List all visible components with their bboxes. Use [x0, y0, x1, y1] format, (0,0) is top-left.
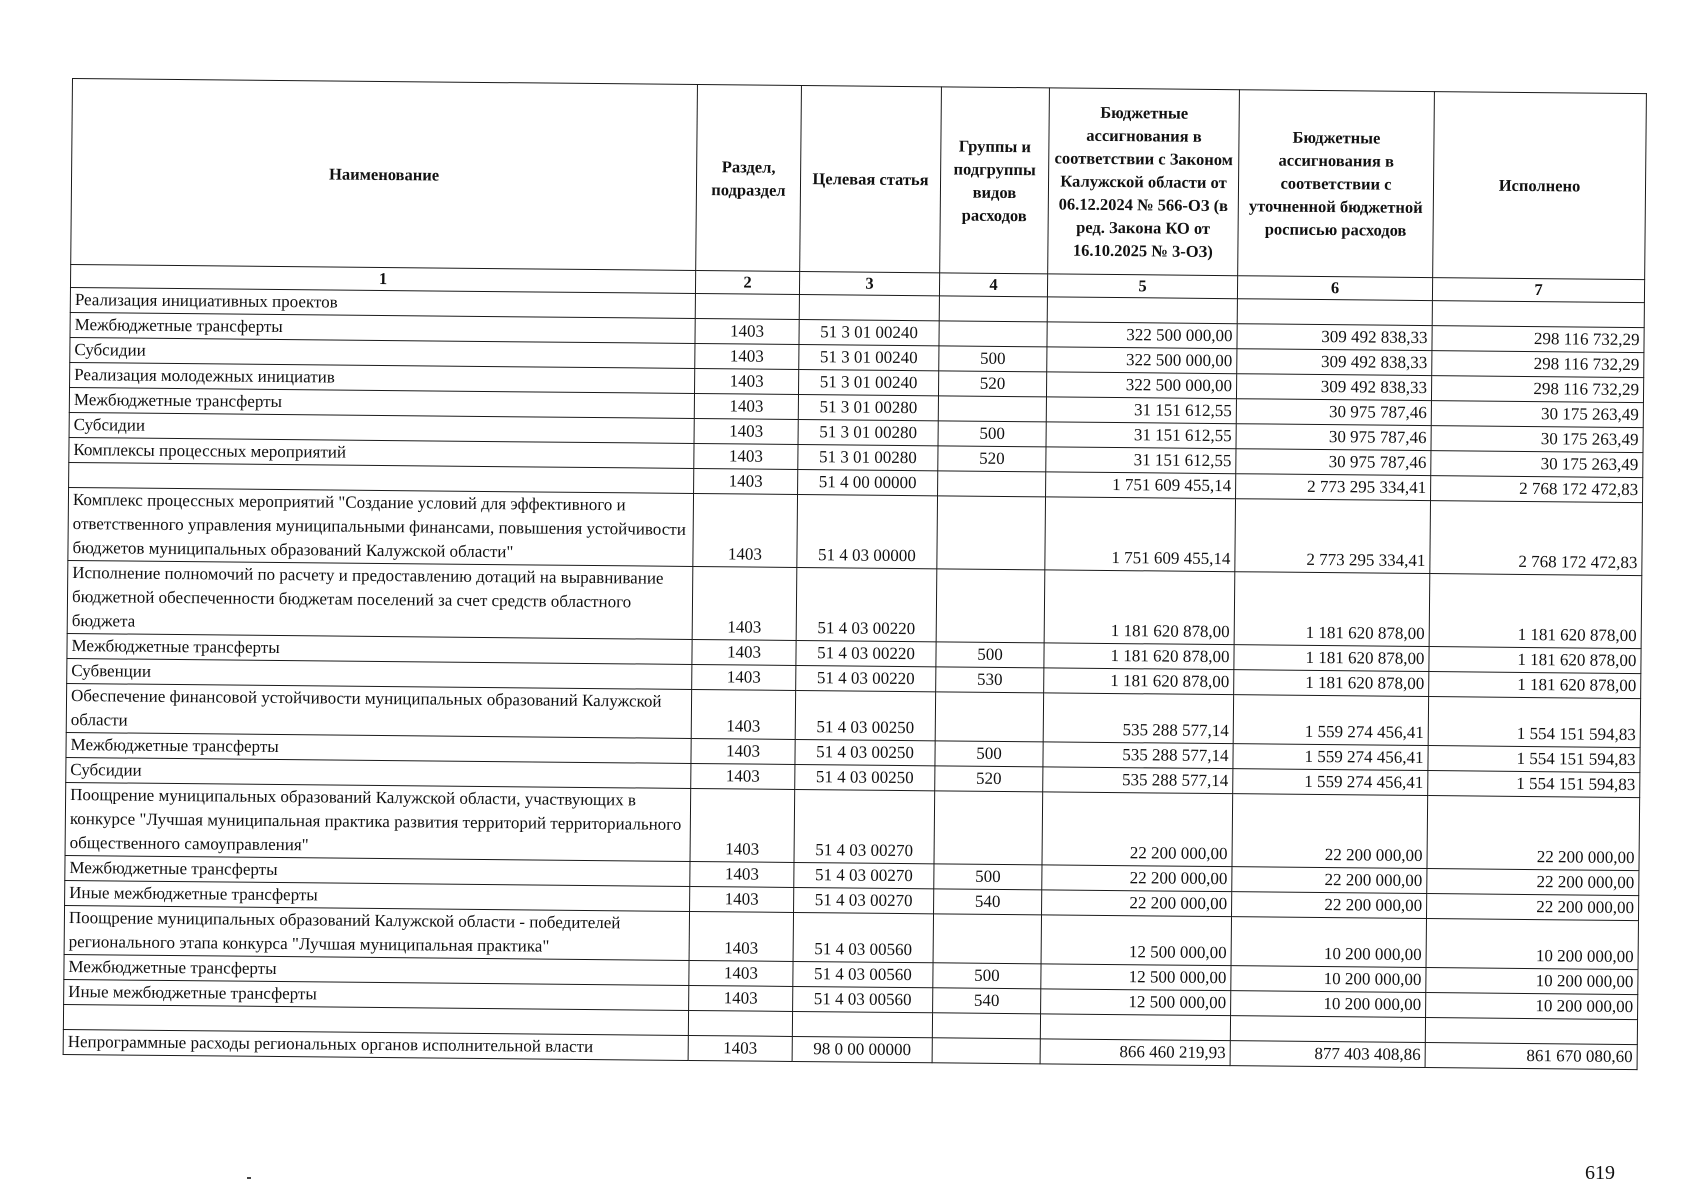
row-law-amount: 1 751 609 455,14: [1045, 497, 1236, 572]
row-section: 1403: [695, 368, 799, 394]
row-name: Межбюджетные трансферты: [66, 732, 691, 763]
header-executed: Исполнено: [1433, 92, 1647, 280]
row-refined-amount: 309 492 838,33: [1237, 349, 1432, 376]
row-refined-amount: [1237, 299, 1432, 326]
row-refined-amount: 30 975 787,46: [1236, 449, 1431, 476]
row-refined-amount: 30 975 787,46: [1236, 399, 1431, 426]
row-name: Субсидии: [66, 757, 691, 788]
row-refined-amount: 10 200 000,00: [1231, 991, 1426, 1018]
row-law-amount: 535 288 577,14: [1043, 742, 1233, 769]
row-group: [934, 791, 1043, 865]
row-section: 1403: [690, 788, 795, 862]
header-article: Целевая статья: [800, 86, 942, 273]
row-section: 1403: [692, 639, 796, 665]
row-article: 51 4 03 00270: [794, 887, 934, 913]
row-refined-amount: 10 200 000,00: [1231, 966, 1426, 993]
row-law-amount: 322 500 000,00: [1047, 347, 1237, 374]
row-article: 51 3 01 00240: [798, 369, 938, 395]
row-executed-amount: 30 175 263,49: [1431, 426, 1643, 453]
row-law-amount: 322 500 000,00: [1047, 322, 1237, 349]
row-executed-amount: [1432, 301, 1644, 328]
row-name: Комплекс процессных мероприятий "Создание условий для эффективного и ответственного управления муниципальными финансами, повышения устойчивости бюджетов муниципальных образований Калужской области": [68, 487, 694, 566]
row-section: 1403: [690, 861, 794, 887]
row-section: 1403: [694, 418, 798, 444]
row-executed-amount: 1 181 620 878,00: [1429, 647, 1641, 674]
row-section: [688, 1010, 792, 1036]
row-refined-amount: 877 403 408,86: [1230, 1041, 1425, 1068]
row-name: Поощрение муниципальных образований Калужской области - победителей регионального этапа конкурса "Лучшая муниципальная практика": [64, 905, 689, 960]
row-executed-amount: 22 200 000,00: [1427, 796, 1640, 871]
row-executed-amount: 298 116 732,29: [1431, 376, 1643, 403]
row-executed-amount: 30 175 263,49: [1431, 401, 1643, 428]
row-executed-amount: 298 116 732,29: [1432, 351, 1644, 378]
row-executed-amount: 10 200 000,00: [1426, 919, 1638, 970]
row-group: 500: [934, 864, 1042, 890]
row-executed-amount: 1 181 620 878,00: [1429, 574, 1642, 649]
row-refined-amount: 2 773 295 334,41: [1236, 474, 1431, 501]
row-law-amount: 12 500 000,00: [1041, 915, 1231, 966]
row-name: Комплексы процессных мероприятий: [69, 437, 694, 468]
row-law-amount: 322 500 000,00: [1046, 372, 1236, 399]
row-executed-amount: [1425, 1018, 1637, 1045]
budget-table: [63, 78, 1647, 1070]
row-article: 51 4 03 00220: [796, 640, 936, 666]
row-group: [938, 396, 1046, 422]
row-refined-amount: 1 559 274 456,41: [1233, 744, 1428, 771]
row-law-amount: 1 181 620 878,00: [1044, 643, 1234, 670]
row-article: 51 3 01 00280: [798, 394, 938, 420]
row-article: 98 0 00 00000: [792, 1036, 932, 1062]
column-number: 4: [939, 273, 1047, 297]
row-executed-amount: 298 116 732,29: [1432, 326, 1644, 353]
row-executed-amount: 2 768 172 472,83: [1430, 501, 1643, 576]
row-refined-amount: 1 181 620 878,00: [1234, 670, 1429, 697]
row-law-amount: [1040, 1014, 1230, 1041]
row-section: 1403: [694, 393, 798, 419]
row-law-amount: 1 181 620 878,00: [1044, 570, 1235, 645]
row-article: 51 3 01 00240: [799, 319, 939, 345]
row-law-amount: 535 288 577,14: [1043, 767, 1233, 794]
row-group: 500: [938, 421, 1046, 447]
row-executed-amount: 10 200 000,00: [1426, 968, 1638, 995]
row-executed-amount: 861 670 080,60: [1425, 1043, 1637, 1070]
row-name: Поощрение муниципальных образований Калужской области, участвующих в конкурсе "Лучшая муниципальная практика развития территорий территориального общественного самоуправления": [65, 782, 691, 861]
row-refined-amount: 1 559 274 456,41: [1233, 769, 1428, 796]
column-number: 5: [1047, 274, 1237, 299]
header-name: Наименование: [71, 79, 698, 271]
row-article: 51 4 00 00000: [798, 469, 938, 495]
row-name: Межбюджетные трансферты: [65, 855, 690, 886]
row-law-amount: 1 181 620 878,00: [1044, 668, 1234, 695]
row-article: 51 4 03 00000: [797, 494, 938, 568]
row-section: 1403: [695, 318, 799, 344]
row-name: Непрограммные расходы региональных органов исполнительной власти: [63, 1029, 688, 1060]
row-article: 51 3 01 00240: [799, 344, 939, 370]
row-group: [932, 1013, 1040, 1039]
row-refined-amount: 22 200 000,00: [1232, 867, 1427, 894]
header-section: Раздел, подраздел: [696, 85, 802, 272]
row-refined-amount: 1 181 620 878,00: [1234, 645, 1429, 672]
row-section: 1403: [693, 493, 798, 567]
row-name: Межбюджетные трансферты: [64, 954, 689, 985]
page-number: 619: [1585, 1162, 1615, 1184]
row-refined-amount: 10 200 000,00: [1231, 917, 1426, 968]
row-section: 1403: [695, 343, 799, 369]
row-group: 520: [935, 766, 1043, 792]
row-section: 1403: [692, 664, 796, 690]
column-number: 2: [695, 270, 799, 294]
row-name: Субсидии: [69, 412, 694, 443]
row-law-amount: [1047, 297, 1237, 324]
row-refined-amount: 2 773 295 334,41: [1235, 499, 1431, 574]
row-group: 500: [936, 642, 1044, 668]
row-name: Субсидии: [70, 337, 695, 368]
row-law-amount: 1 751 609 455,14: [1046, 472, 1236, 499]
row-refined-amount: 22 200 000,00: [1232, 892, 1427, 919]
row-group: [936, 569, 1045, 643]
row-article: 51 4 03 00250: [795, 764, 935, 790]
row-group: 530: [936, 667, 1044, 693]
row-group: 520: [938, 371, 1046, 397]
row-group: 500: [933, 963, 1041, 989]
row-name: Иные межбюджетные трансферты: [65, 880, 690, 911]
row-law-amount: 535 288 577,14: [1043, 693, 1233, 744]
row-refined-amount: 1 181 620 878,00: [1234, 572, 1430, 647]
row-article: 51 4 03 00250: [795, 739, 935, 765]
row-article: [792, 1011, 932, 1037]
row-name: Иные межбюджетные трансферты: [64, 979, 689, 1010]
row-article: 51 4 03 00250: [795, 690, 935, 740]
row-section: 1403: [694, 468, 798, 494]
row-executed-amount: 1 554 151 594,83: [1428, 746, 1640, 773]
row-section: 1403: [690, 886, 794, 912]
column-number: 6: [1237, 276, 1432, 301]
column-number: 1: [70, 264, 695, 293]
row-law-amount: 12 500 000,00: [1041, 989, 1231, 1016]
row-name: Межбюджетные трансферты: [67, 633, 692, 664]
row-executed-amount: 2 768 172 472,83: [1431, 476, 1643, 503]
row-section: 1403: [691, 689, 795, 739]
row-section: 1403: [694, 443, 798, 469]
row-group: [937, 496, 1046, 570]
row-section: 1403: [689, 985, 793, 1011]
header-group: Группы и подгруппы видов расходов: [940, 87, 1050, 274]
row-executed-amount: 30 175 263,49: [1431, 451, 1643, 478]
budget-table-sheet: [63, 78, 1647, 1070]
row-refined-amount: 309 492 838,33: [1236, 374, 1431, 401]
row-executed-amount: 1 554 151 594,83: [1428, 771, 1640, 798]
row-section: 1403: [692, 566, 797, 640]
row-section: 1403: [691, 763, 795, 789]
row-name: Межбюджетные трансферты: [69, 387, 694, 418]
row-refined-amount: 22 200 000,00: [1232, 794, 1428, 869]
row-name: Обеспечение финансовой устойчивости муниципальных образований Калужской области: [66, 683, 691, 738]
row-executed-amount: 1 554 151 594,83: [1428, 697, 1640, 748]
column-number: 3: [799, 271, 939, 295]
table-body: [63, 287, 1644, 1069]
row-group: [938, 471, 1046, 497]
row-article: 51 4 03 00220: [796, 567, 937, 641]
row-executed-amount: 22 200 000,00: [1427, 869, 1639, 896]
row-group: [935, 692, 1043, 742]
row-name: Исполнение полномочий по расчету и предоставлению дотаций на выравнивание бюджетной обеспеченности бюджетам поселений за счет средств областного бюджета: [67, 560, 693, 639]
row-group: 500: [939, 346, 1047, 372]
row-name: Межбюджетные трансферты: [70, 312, 695, 343]
row-section: 1403: [689, 911, 793, 961]
row-section: 1403: [691, 738, 795, 764]
row-section: [695, 293, 799, 319]
row-refined-amount: 30 975 787,46: [1236, 424, 1431, 451]
row-refined-amount: [1230, 1016, 1425, 1043]
row-law-amount: 22 200 000,00: [1042, 792, 1233, 867]
row-law-amount: 31 151 612,55: [1046, 447, 1236, 474]
row-article: 51 3 01 00280: [798, 419, 938, 445]
row-law-amount: 31 151 612,55: [1046, 397, 1236, 424]
row-law-amount: 866 460 219,93: [1040, 1039, 1230, 1066]
row-group: [932, 1038, 1040, 1064]
row-section: 1403: [689, 960, 793, 986]
row-group: 500: [935, 741, 1043, 767]
column-number: 7: [1432, 278, 1644, 303]
row-article: 51 4 03 00560: [793, 986, 933, 1012]
row-name: Реализация инициативных проектов: [70, 287, 695, 318]
row-group: 540: [933, 988, 1041, 1014]
row-refined-amount: 1 559 274 456,41: [1233, 695, 1428, 746]
header-row: [71, 79, 1647, 280]
row-article: 51 4 03 00220: [796, 665, 936, 691]
row-article: 51 3 01 00280: [798, 444, 938, 470]
scan-mark: [247, 1177, 251, 1179]
row-refined-amount: 309 492 838,33: [1237, 324, 1432, 351]
row-executed-amount: 10 200 000,00: [1426, 993, 1638, 1020]
row-article: 51 4 03 00270: [794, 789, 935, 863]
row-law-amount: 22 200 000,00: [1042, 865, 1232, 892]
row-group: 540: [934, 889, 1042, 915]
row-article: 51 4 03 00270: [794, 862, 934, 888]
header-law: Бюджетные ассигнования в соответствии с Законом Калужской области от 06.12.2024 № 566-ОЗ (в ред. Закона КО от 16.10.2025 № 3-ОЗ): [1048, 88, 1240, 276]
row-law-amount: 22 200 000,00: [1042, 890, 1232, 917]
row-group: 520: [938, 446, 1046, 472]
row-group: [933, 914, 1041, 964]
table-header: [70, 79, 1646, 303]
row-name: Реализация молодежных инициатив: [70, 362, 695, 393]
row-section: 1403: [688, 1035, 792, 1061]
row-name: Субвенции: [67, 658, 692, 689]
header-refined: Бюджетные ассигнования в соответствии с уточненной бюджетной росписью расходов: [1238, 90, 1435, 278]
row-executed-amount: 1 181 620 878,00: [1429, 672, 1641, 699]
row-article: 51 4 03 00560: [793, 912, 933, 962]
row-law-amount: 12 500 000,00: [1041, 964, 1231, 991]
row-article: 51 4 03 00560: [793, 961, 933, 987]
row-executed-amount: 22 200 000,00: [1426, 894, 1638, 921]
row-group: [939, 321, 1047, 347]
row-article: [799, 294, 939, 320]
row-law-amount: 31 151 612,55: [1046, 422, 1236, 449]
row-group: [939, 296, 1047, 322]
